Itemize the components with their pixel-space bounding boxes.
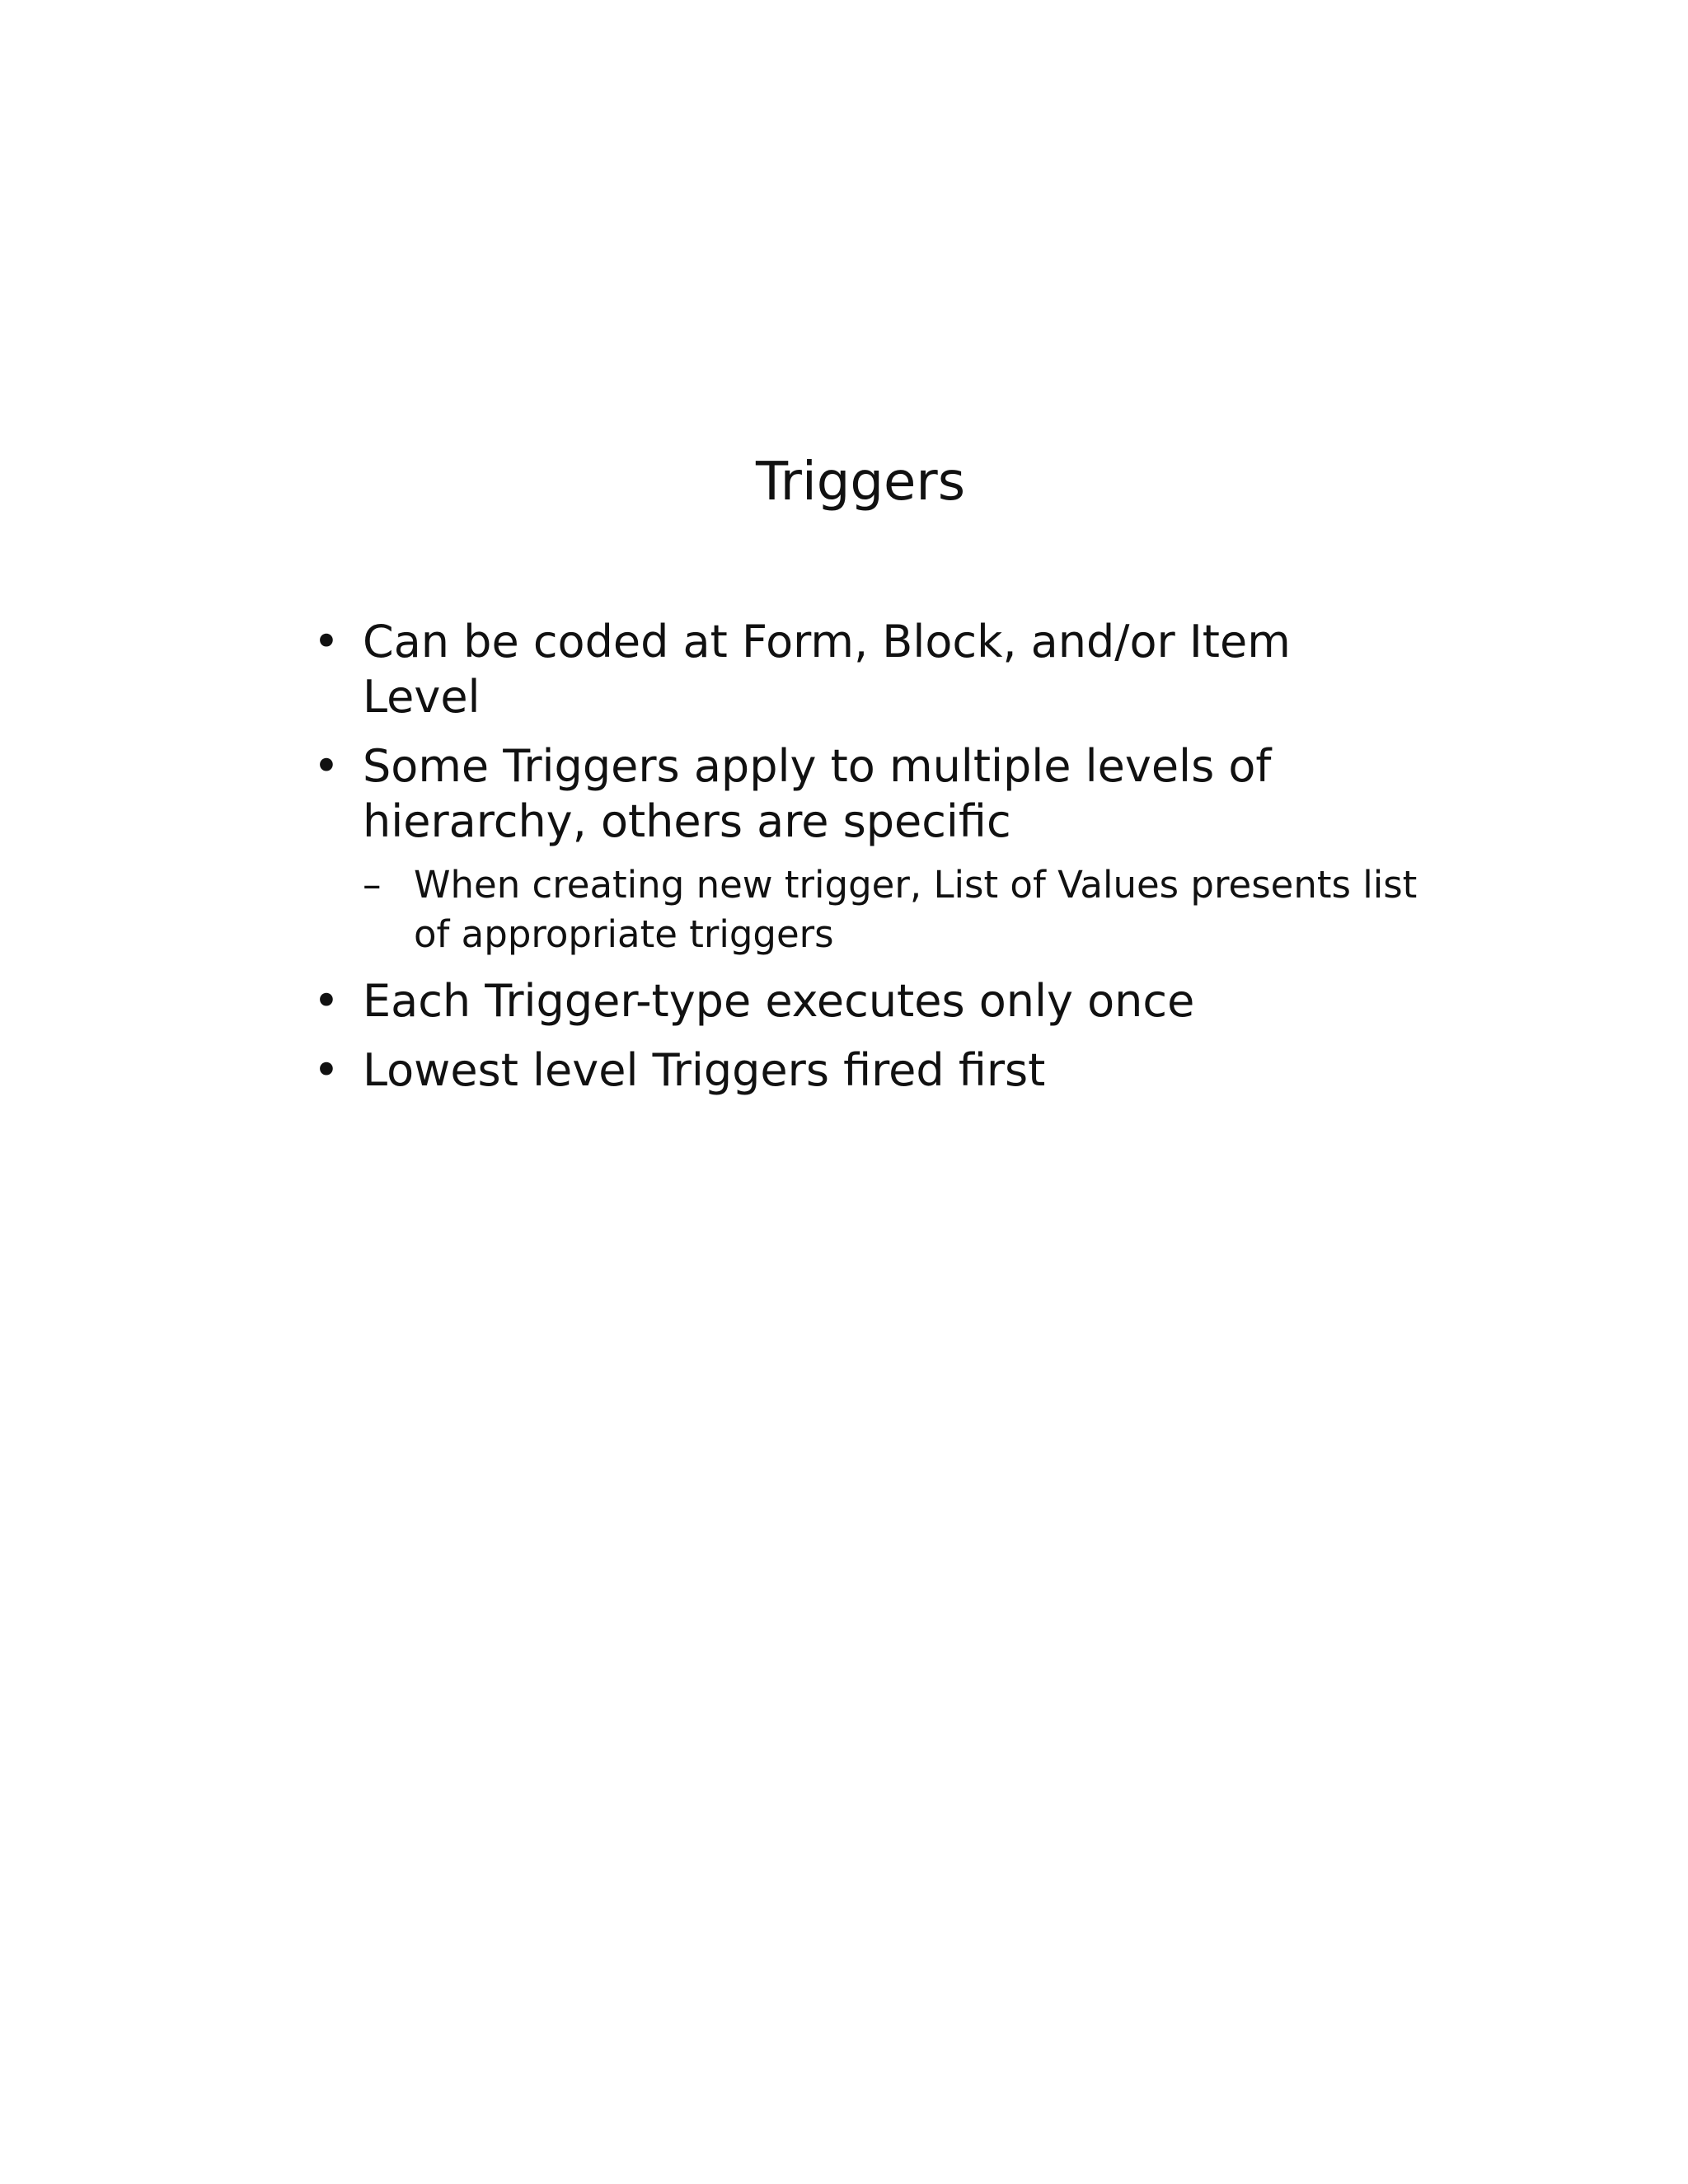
bullet-item-multiple-levels xyxy=(313,738,1418,959)
bullet-icon: • xyxy=(313,616,340,668)
bullet-item-form-block-item-level xyxy=(313,614,1418,724)
page-title: Triggers xyxy=(755,452,966,513)
bullet-icon: • xyxy=(313,975,340,1027)
bullet-text: Can be coded at Form, Block, and/or Item Level xyxy=(363,616,1291,723)
dash-icon: – xyxy=(363,863,382,907)
bullet-text: Some Triggers apply to multiple levels of hierarchy, others are specific xyxy=(363,740,1272,847)
bullet-text: Each Trigger-type executes only once xyxy=(363,975,1195,1027)
bullet-list xyxy=(313,614,1418,1112)
bullet-text: Lowest level Triggers fired first xyxy=(363,1044,1046,1096)
sub-bullet-item-list-of-values xyxy=(363,860,1418,959)
sub-bullet-list xyxy=(363,860,1418,959)
bullet-item-lowest-level-first xyxy=(313,1043,1418,1098)
bullet-item-executes-once xyxy=(313,973,1418,1029)
sub-bullet-text: When creating new trigger, List of Values presents list of appropriate triggers xyxy=(414,863,1418,956)
bullet-icon: • xyxy=(313,740,340,792)
bullet-icon: • xyxy=(313,1044,340,1096)
